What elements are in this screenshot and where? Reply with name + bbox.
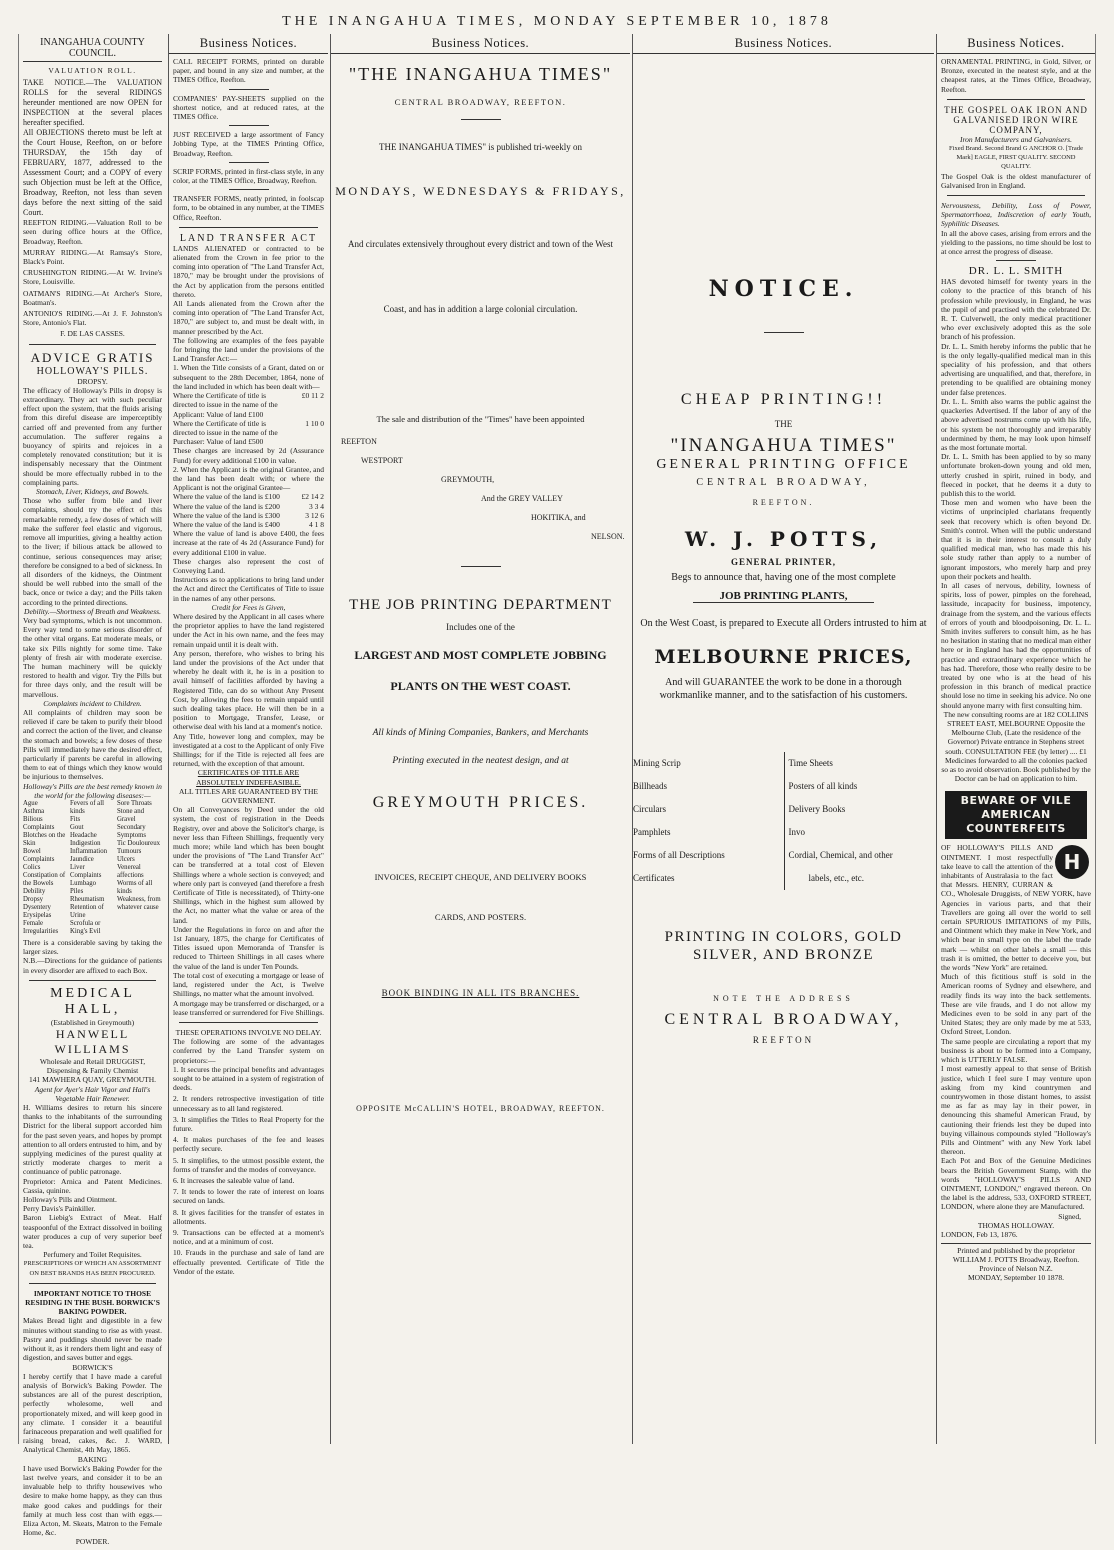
disease-item: Erysipelas <box>23 911 52 919</box>
riding-item: ANTONIO'S RIDING.—At J. F. Johnston's Store, Antonio's Flat. <box>23 309 162 328</box>
divider <box>29 1283 156 1284</box>
riding-list <box>23 218 162 327</box>
holloway-text-5: Each Pot and Box of the Genuine Medicines bears the British Government Stamp, with the words "HOLLOWAY'S PILLS AND OINTMENT, LONDON," engraved thereon. On the label is the address, 533, OXFORD STREET, LONDON, where alone they are Manufactured. <box>941 1156 1091 1212</box>
plants-line: PLANTS ON THE WEST COAST. <box>390 679 571 693</box>
disease-item: Venereal affections <box>117 863 144 879</box>
ad-jobbing-type: JUST RECEIVED a large assortment of Fancy Jobbing Type, at the TIMES Printing Office, Broadway, Reefton. <box>173 130 324 158</box>
fees-table-2 <box>173 492 324 529</box>
riding-item: MURRAY RIDING.—At Ramsay's Store, Black's Point. <box>23 247 162 267</box>
fees-amount: 3 3 4 <box>309 501 324 511</box>
advantage-item: 4. It makes purchases of the fee and leases perfectly secure. <box>173 1135 324 1154</box>
disease-item: Tumours <box>117 847 142 855</box>
divider <box>229 125 269 126</box>
dr-text-1: HAS devoted himself for twenty years in the colony to the practice of this branch of his profession while previously, in England, he was the pupil of and practised with the celebrated Dr. R. T. Culverwell, the only medical practitioner who ever exclusively adopted this as the sole branch of his profession. <box>941 277 1091 342</box>
disease-item: Scrofula or King's Evil <box>70 919 101 935</box>
divider <box>229 189 269 190</box>
hanwell-williams: HANWELL WILLIAMS <box>54 1027 131 1056</box>
dr-text-2: Dr. L. L. Smith hereby informs the public that he is the only legally-qualified medical man in this speciality of his profession, and that others advertising are unqualified, and that, therefore, in pretending to be qualified are obtaining money under false pretences. <box>941 341 1091 397</box>
debility-heading: Debility.—Shortness of Breath and Weakness. <box>24 606 161 616</box>
disease-item: Liver Complaints <box>70 863 102 879</box>
dr-smith-heading: DR. L. L. SMITH <box>968 265 1064 278</box>
conveyances-text: On all Conveyances by Deed under the old system, the cost of registration in the Deeds Registry, over and above the Solicitor's charge, is never less than Fifteen Shillings, frequently very much more; while land which has been bought under the provisions of "The Land Transfer Act" can be transferred at a total cost of Eleven Shillings where a whole section is conveyed; and where only part is conveyed (and therefore a fresh Certificate of Title is necessitated), of Thirty-one Shillings, which in the highest sum allowed by the Act, no matter what the value or area of the land. <box>173 805 324 925</box>
borwick-certify: I hereby certify that I have made a careful analysis of Borwick's Baking Powder. The substances are all of the purest description, perfectly wholesome, well and proportionately mixed, and will keep good in any climate. I consider it a beautiful farinaceous preparation and well qualified for raising bread, cakes, &c. J. WARD, Analytical Chemist, 4th May, 1865. <box>23 1371 162 1455</box>
dr-text-5: Those men and women who have been the victims of unprincipled charlatans frequently seek that recovery which is often beyond Dr. Smith's control. When will the public understand that it is in their interest to consult a duly qualified medical man, who has made this his sole study rather than apply to a number of ignorant impostors, who merely harp and prey upon their pockets and health. <box>941 498 1091 581</box>
signed-date: LONDON, Feb 13, 1876. <box>941 1229 1018 1239</box>
imprint-line: Printed and published by the proprietor <box>957 1246 1075 1256</box>
divider <box>229 162 269 163</box>
wholesale-line: Wholesale and Retail DRUGGIST, Dispensing & Family Chemist <box>39 1057 146 1076</box>
valuation-notice: TAKE NOTICE.—The VALUATION ROLLS for the several RIDINGS hereunder mentioned are now OPEN for INSPECTION at the several places hereafter specified. <box>23 78 162 128</box>
credit-text: Where desired by the Applicant in all cases where the proprietor applies to have the land registered under the Act in his own name, and the fees may remain unpaid until it is dealt with. <box>173 611 324 649</box>
divider <box>179 1022 318 1023</box>
disease-item: Indigestion <box>70 839 101 847</box>
dr-text-6: In all cases of nervous, debility, lowness of spirits, loss of power, pimples on the forehead, lassitude, incapacity for business, impotency, drainage from the system, and the various effects of errors of youth and bloodpoisoning, Dr. L. L. Smith invites sufferers to consult him, as he has no hesitation in stating that no medical man either here or in England has had the opportunities of practice and extraordinary experience which he has had. Therefore, those who really desire to be treated by one who is at the head of his profession in this branch of medical practice should lose no time in seeking his advice. No one should anyone marry with first consulting him. <box>941 580 1091 710</box>
holloway-heading: HOLLOWAY'S PILLS. <box>36 365 149 377</box>
children-heading: Complaints incident to Children. <box>43 698 142 708</box>
service-item: Forms of all Descriptions <box>633 850 725 860</box>
advantage-item: 6. It increases the saleable value of land. <box>173 1175 295 1185</box>
fees-amount: £2 14 2 <box>301 492 324 502</box>
disease-item: Fevers of all kinds <box>70 799 104 815</box>
column-1 <box>18 34 166 1547</box>
imprint-line: Province of Nelson N.Z. <box>979 1264 1053 1274</box>
fees-amount: £0 11 2 <box>301 391 324 401</box>
advantage-item: 8. It gives facilities for the transfer of estates in allotments. <box>173 1207 324 1226</box>
column-heading: Business Notices. <box>169 34 328 54</box>
holloway-warning <box>941 843 1091 972</box>
perfumery-line: Perfumery and Toilet Requisites. <box>43 1250 142 1260</box>
saving-note: There is a considerable saving by taking the larger sizes. <box>23 937 162 957</box>
holloway-text-2: Much of this fictitious stuff is sold in the American rooms of Sydney and elsewhere, and readily finds its way into the back settlements. These are vile frauds, and I do not allow my Medicines even to be sold in any part of the United States; they are only made by me at 533, Oxford Street, London. <box>941 972 1091 1037</box>
baking-heading: BAKING <box>77 1454 108 1464</box>
general-printer: GENERAL PRINTER, <box>730 557 836 567</box>
debility-text: Very bad symptoms, which is not uncommon. Every way tend to some serious disorder of the other vital organs. Eat moderate meals, or take six Pills nightly for some time. Take plenty of fresh air with moderate exercise. The human machinery will be quickly restored to health and vigor. Try the Pills but for three days only, and the result will be marvellous. <box>23 615 162 699</box>
disease-item: Constipation of the Bowels <box>23 871 66 887</box>
ad-pay-sheets: COMPANIES' PAY-SHEETS supplied on the shortest notice, and at reduced rates, at the TIMES Office. <box>173 93 324 122</box>
proprietor-line: Proprietor: Arnica and Patent Medicines. Cassia, quinine. <box>23 1176 162 1195</box>
disease-item: Piles <box>70 887 84 895</box>
service-item: Billheads <box>633 781 667 791</box>
town-item: WESTPORT <box>361 456 403 465</box>
certificates-heading: CERTIFICATES OF TITLE ARE ABSOLUTELY INDEFEASIBLE. <box>196 768 301 787</box>
important-notice: IMPORTANT NOTICE TO THOSE RESIDING IN THE BUSH. BORWICK'S BAKING POWDER. <box>25 1288 160 1317</box>
service-item: Certificates <box>633 873 675 883</box>
beware-banner: BEWARE OF VILE AMERICAN COUNTERFEITS <box>945 791 1087 839</box>
potts-name: W. J. POTTS, <box>684 527 883 551</box>
medical-hall-heading: MEDICAL HALL, <box>50 985 135 1017</box>
advantage-item: 1. It secures the principal benefits and advantages sought to be attained in a system of registration of deeds. <box>173 1064 324 1093</box>
disease-item: Tic Douloureux <box>117 839 160 847</box>
disease-item: Worms of all kinds <box>117 879 153 895</box>
service-item: Delivery Books <box>788 804 846 814</box>
holloway-text: OF HOLLOWAY'S PILLS AND OINTMENT. I most respectfully take leave to call the attention of the inhabitants of Australasia to the fact that Messrs. HENRY, CURRAN & CO., Wholesale Druggists, of NEW YORK, have Agencies in various parts, and that their Travellers are going all over the world to sell certain SPURIOUS IMITATIONS of my Pills, and Ointment which they make in New York, and which bear in small type on the label the trade mark — whilst on other labels a small — this trash it is omitted, the better to deceive you, but the words "New York" are retained. <box>941 843 1091 973</box>
masthead: THE INANGAHUA TIMES, MONDAY SEPTEMBER 10, 1878 <box>282 14 832 29</box>
central-broadway-large: CENTRAL BROADWAY, <box>664 1011 903 1028</box>
fees-amount: 1 10 0 <box>305 418 324 428</box>
fees-row <box>173 502 324 511</box>
services-right <box>784 752 935 890</box>
disease-item: Inflammation <box>70 847 107 855</box>
riding-item: REEFTON RIDING.—Valuation Roll to be seen during office hours at the Office, Broadway, Reefton. <box>23 218 162 246</box>
imprint-line: MONDAY, September 10 1878. <box>967 1273 1065 1283</box>
disease-item: Asthma <box>23 807 45 815</box>
book-binding-line: BOOK BINDING IN ALL ITS BRANCHES. <box>381 988 580 998</box>
council-heading: INANGAHUA COUNTY COUNCIL. <box>23 37 162 62</box>
cheap-printing: CHEAP PRINTING!! <box>680 391 887 408</box>
riding-item: CRUSHINGTON RIDING.—At W. Irvine's Store, Louisville. <box>23 268 162 287</box>
column-heading: Business Notices. <box>633 34 934 54</box>
disease-item: Headache <box>70 831 97 839</box>
ad-call-receipt: CALL RECEIPT FORMS, printed on durable paper, and bound in any size and number, at the TIMES Office, Reefton. <box>173 57 324 85</box>
nervous-heading: Nervousness, Debility, Loss of Power, Spermatorrhoea, Indiscretion of early Youth, Syphilitic Diseases. <box>941 201 1091 229</box>
regulations-text: Under the Regulations in force on and after the 1st January, 1875, the charge for Certificates of Titles issued upon Memoranda of Transfer is reduced to Thirteen Shillings in all cases where the value of the land is under Ten Pounds. <box>173 924 324 971</box>
agent-line: Agent for Ayer's Hair Vigor and Hall's Vegetable Hair Renewer. <box>34 1084 151 1103</box>
advice-heading: ADVICE GRATIS <box>30 349 155 365</box>
prescriptions-line: PRESCRIPTIONS OF WHICH AN ASSORTMENT ON BEST BRANDS HAS BEEN PROCURED. <box>23 1260 162 1277</box>
fees-label: Where the Certificate of title is directed to issue in the name of the Purchaser: Value of land £500 <box>173 418 278 447</box>
disease-item: Bowel Complaints <box>23 847 55 863</box>
nervous-text: In all the above cases, arising from errors and the yielding to the passions, no time should be lost to at once arrest the progress of disease. <box>941 228 1091 257</box>
town-item: GREYMOUTH, <box>441 475 495 484</box>
dropsy-text: The efficacy of Holloway's Pills in dropsy is extraordinary. They act with such peculiar effect upon the system, that the fluids arising from this direful disease are imperceptibly carried off and prevented from any further accumulation. The sufferer regains a buoyancy of spirits and rejoices in a completely renovated constitution; but it is indispensably necessary that the Ointment should be more effectually rubbed in to the complaining parts. <box>23 385 162 487</box>
advantages-list <box>173 1065 324 1276</box>
holloway-text-4: I most earnestly appeal to that sense of British justice, which I feel sure I may venture upon asking from my kind countrymen and countrywomen in those distant homes, to assist me as far as may lay in their power, in denouncing this shameful American Fraud, by cautioning their friends lest they be duped into buying villainous compounds styled "Holloway's Pills and Ointment" with any New York label thereon. <box>941 1064 1091 1157</box>
valuation-roll-title: VALUATION ROLL. <box>48 66 137 75</box>
objections-text: All OBJECTIONS thereto must be left at the Court House, Reefton, on or before THURSDAY, the 15th day of FEBRUARY, 1877, addressed to the Assessment Court; and a COPY of every such Objection must be left at the Office, Broadway, Reefton, not less than seven days before the next sitting of the said Court. <box>23 128 162 218</box>
disease-item: Ague <box>23 799 38 807</box>
baking-text: I have used Borwick's Baking Powder for the last twelve years, and consider it to be an invaluable help to thrifty housewives who desire to make home happy, as they can thus make good cakes and puddings for their family at much less cost than with eggs.— Eliza Acton, M. Skeats, Matron to the Female Home, &c. <box>23 1463 162 1538</box>
mawhera-line: 141 MAWHERA QUAY, GREYMOUTH. <box>28 1075 157 1085</box>
general-printing-office: GENERAL PRINTING OFFICE <box>656 457 911 472</box>
established-note: (Established in Greymouth) <box>50 1017 135 1027</box>
advantage-item: 9. Transactions can be effected at a moment's notice, and at a minimum of cost. <box>173 1227 324 1247</box>
the-line: THE <box>774 419 793 429</box>
consult-text: The new consulting rooms are at 182 COLLINS STREET EAST, MELBOURNE Opposite the Melbourne Club, (Late the residence of the Governor) Private entrance in Stephens street south. CONSULTATION FEE (by letter) .... £1 Medicines forwarded to all the colonies packed so as to avoid observation. Book published by the Doctor can be had on application to him. <box>941 709 1091 784</box>
disease-item: Jaundice <box>70 855 94 863</box>
any-title-text: Any Title, however long and complex, may be investigated at a cost to the Applicant of only Five Shillings; for if the Title is rejected all fees are returned, with the exception of that amount. <box>173 731 325 769</box>
imprint-footer <box>941 1243 1091 1282</box>
divider <box>996 260 1036 261</box>
job-printing-plants: JOB PRINTING PLANTS, <box>693 590 874 603</box>
fees-row <box>173 492 324 501</box>
notice-heading: NOTICE. <box>708 276 859 302</box>
includes-line: Includes one of the <box>446 622 515 632</box>
fees-label: Where the value of the land is £300 <box>173 510 280 520</box>
west-coast-line: On the West Coast, is prepared to Execute all Orders intrusted to him at <box>640 618 927 629</box>
advantage-item: 7. It tends to lower the rate of interest on loans secured on lands. <box>173 1187 324 1206</box>
dr-text-4: Dr. L. L. Smith has been applied to by so many unfortunate broken-down young and old men, utterly crushed in spirit, ruined in body, and fleeced in pocket, that he deems it a duty to publish this to the world. <box>941 452 1091 498</box>
holloway-text-3: The same people are circulating a report that my business is about to be formed into a Company, which is UTTERLY FALSE. <box>941 1036 1091 1065</box>
gospel-brands: Fixed Brand. Second Brand G ANCHOR O. [Trade Mark] EAGLE, FIRST QUALITY. SECOND QUALITY. <box>949 145 1083 171</box>
mortgage-text: The total cost of executing a mortgage or lease of land, registered under the Act, is Twelve Shillings, no matter what the amount involved. <box>173 970 324 999</box>
column-heading: Business Notices. <box>331 34 630 54</box>
nb-note: N.B.—Directions for the guidance of patients in every disorder are affixed to each Box. <box>23 956 162 975</box>
disease-item: Dropsy <box>23 895 44 903</box>
advantages-intro: The following are some of the advantages conferred by the Land Transfer system on proprietors:— <box>173 1037 324 1065</box>
ornamental-printing: ORNAMENTAL PRINTING, in Gold, Silver, or Bronze, executed in the neatest style, and at the cheapest rates, at the Times Office, Broadway, Reefton. <box>941 57 1091 94</box>
disease-item: Retention of Urine <box>70 903 104 919</box>
any-person-text: Any person, therefore, who wishes to bring his land under the provisions of the Act under that whereby he dealt with it, he is in a position to avail himself of facilities afforded by having a Registered Title, can do so without Any Present Cost, by allowing the fees to remain unpaid until such dealing takes place. He will then be in a position to Mortgage, Transfer, Lease, or otherwise deal with his land at a moment's notice. <box>173 648 324 732</box>
land-para-1: LANDS ALIENATED or contracted to be alienated from the Crown in fee prior to the coming into operation of "The Land Transfer Act, 1870," may be brought under the provisions of the Act by application from the persons entitled thereto. <box>173 243 324 299</box>
column-5 <box>936 34 1096 1444</box>
town-item: NELSON. <box>591 532 625 541</box>
times-title: "THE INANGAHUA TIMES" <box>348 64 613 84</box>
signed-line: Signed, <box>1058 1211 1081 1221</box>
largest-line: LARGEST AND MOST COMPLETE JOBBING <box>354 648 607 662</box>
published-line: THE INANGAHUA TIMES" is published tri-weekly on <box>379 142 582 152</box>
divider <box>179 227 318 228</box>
column-2 <box>168 34 328 1444</box>
column-heading: Business Notices. <box>937 34 1095 54</box>
divider <box>947 99 1085 100</box>
fees-case-1: 1. When the Title consists of a Grant, dated on or subsequent to the 28th December, 1864, none of the land included in which has been dealt with— <box>173 363 324 391</box>
disease-item: Blotches on the Skin <box>23 831 66 847</box>
disease-item: Dysentery <box>23 903 51 911</box>
times-address: CENTRAL BROADWAY, REEFTON. <box>394 97 567 107</box>
baron-line: Baron Liebig's Extract of Meat. Half teaspoonful of the Extract dissolved in boiling water produces a cup of very superior beef tea. <box>23 1213 162 1251</box>
disease-item: Stone and Gravel <box>117 807 144 823</box>
advantage-item: 10. Frauds in the purchase and sale of land are effectually prevented. Certificate of Title the Vendor of the estate. <box>173 1248 324 1276</box>
children-text: All complaints of children may soon be relieved if care be taken to purify their blood and correct the action of the liver, and cleanse the stomach and bowels; a few doses of these Pills will immediately have the desired effect, particularly if parents be careful in allowing them to eat of things which they know would be injurious to themselves. <box>23 707 162 782</box>
gospel-text: The Gospel Oak is the oldest manufacturer of Galvanised Iron in England. <box>941 171 1091 190</box>
all-kinds-line: All kinds of Mining Companies, Bankers, and Merchants <box>372 728 589 738</box>
address-footer: OPPOSITE McCALLIN'S HOTEL, BROADWAY, REEFTON. <box>356 1104 605 1113</box>
service-item: Circulars <box>633 804 666 814</box>
gospel-oak-heading: THE GOSPEL OAK IRON AND GALVANISED IRON WIRE COMPANY, <box>944 104 1088 135</box>
job-printing-heading: THE JOB PRINTING DEPARTMENT <box>349 597 612 613</box>
publication-days: MONDAYS, WEDNESDAYS & FRIDAYS, <box>335 184 626 198</box>
fees-intro: The following are examples of the fees payable for bringing the land under the provisions of the Land Transfer Act:— <box>173 335 324 364</box>
service-item: Invo <box>788 827 805 837</box>
town-item: HOKITIKA, and <box>531 513 586 522</box>
fees-table-1 <box>173 391 324 446</box>
gospel-sub: Iron Manufacturers and Galvanisers. <box>960 134 1072 144</box>
thanks-text: H. Williams desires to return his sincere thanks to the inhabitants of the surrounding District for the liberal support accorded him for the past seven years, and hopes by prompt attention to all orders entrusted to him, and by supplying medicines of the purest quality at strictly moderate charges to merit a continuance of public patronage. <box>23 1103 162 1177</box>
advantage-item: 3. It simplifies the Titles to Real Property for the future. <box>173 1114 324 1133</box>
times-name: "INANGAHUA TIMES" <box>670 435 897 456</box>
divider <box>764 332 804 333</box>
holloway-line: Holloway's Pills and Ointment. <box>23 1195 117 1205</box>
fees-row <box>173 419 324 447</box>
disease-item: Bilious Complaints <box>23 815 55 831</box>
perry-line: Perry Davis's Painkiller. <box>23 1204 96 1214</box>
printing-in-colors: PRINTING IN COLORS, GOLD SILVER, AND BRONZE <box>664 929 903 963</box>
guaranteed-heading: ALL TITLES ARE GUARANTEED BY THE GOVERNMENT. <box>179 786 318 806</box>
fees-row <box>173 520 324 529</box>
town-item: And the GREY VALLEY <box>481 494 563 503</box>
column-3 <box>330 34 630 1444</box>
fees-label: Where the value of the land is £200 <box>173 501 280 511</box>
reefton-footer: REEFTON <box>752 1035 815 1045</box>
disease-item: Female Irregularities <box>23 919 59 935</box>
begs-line: Begs to announce that, having one of the most complete <box>671 572 896 583</box>
divider <box>947 195 1085 196</box>
fees-amount: 3 12 6 <box>305 510 324 520</box>
borwick-text: Makes Bread light and digestible in a few minutes without standing to rise as with yeast. Pastry and puddings should never be made without it, as it renders them light and easy of digestion, and saves butter and eggs. <box>23 1316 162 1363</box>
divider <box>29 980 156 981</box>
trademark-seal-icon: H <box>1055 845 1089 879</box>
guarantee-text: And will GUARANTEE the work to be done in a thorough workmanlike manner, and to the satisfaction of his customers. <box>659 677 908 701</box>
melbourne-prices: MELBOURNE PRICES, <box>654 646 913 668</box>
disease-item: Fits <box>70 815 81 823</box>
town-item: REEFTON <box>341 437 377 446</box>
fees-case-2: 2. When the Applicant is the original Grantee, and the land has been dealt with; or where the Applicant is not the original Grantee— <box>173 464 324 493</box>
riding-item: OATMAN'S RIDING.—At Archer's Store, Boatman's. <box>23 288 162 307</box>
credit-heading: Credit for Fees is Given, <box>211 602 286 612</box>
coast-line: Coast, and has in addition a large colonial circulation. <box>383 304 578 314</box>
disease-item: Sore Throats <box>117 799 152 807</box>
service-item: Cordial, Chemical, and other <box>788 850 893 860</box>
disease-item: Secondary Symptoms <box>117 823 147 839</box>
fees-case-3: Where the value of land is above £400, the fees increase at the rate of 4s 2d (Assurance Fund) for every additional £100 in value. <box>173 529 324 557</box>
service-item: Posters of all kinds <box>788 781 858 791</box>
dr-text-3: Dr. L. L. Smith also warns the public against the quackeries Advertised. If the labor of any of the above advertised nostrums come up with his life, or his system be not thoroughly and irreparably undermined by them, he may look upon himself as the most fortunate mortal. <box>941 396 1091 452</box>
ad-scrip-forms: SCRIP FORMS, printed in first-class style, in any color, at the TIMES Office, Broadway, Reefton. <box>173 166 324 186</box>
ad-transfer-forms: TRANSFER FORMS, neatly printed, in foolscap form, to be obtained in any number, at the TIMES Office, Reefton. <box>173 194 324 222</box>
sale-line: The sale and distribution of the "Times" have been appointed <box>376 414 585 424</box>
imprint-line: WILLIAM J. POTTS Broadway, Reefton. <box>952 1255 1080 1265</box>
fees-assurance: These charges are increased by 2d (Assurance Fund) for every additional £100 in value. <box>173 446 324 465</box>
invoices-line: INVOICES, RECEIPT CHEQUE, AND DELIVERY BOOKS <box>374 872 587 882</box>
disease-item: Gout <box>70 823 84 831</box>
central-broadway: CENTRAL BROADWAY, <box>696 477 871 488</box>
disease-item: Ulcers <box>117 855 135 863</box>
fees-row <box>173 511 324 520</box>
fees-amount: 4 1 8 <box>309 519 324 529</box>
services-grid <box>633 752 934 890</box>
column-4 <box>632 34 934 1444</box>
powder-heading: POWDER. <box>75 1537 110 1547</box>
services-left <box>633 752 784 890</box>
disease-item: Rheumatism <box>70 895 105 903</box>
greymouth-prices: GREYMOUTH PRICES. <box>372 794 589 811</box>
divider <box>461 119 501 120</box>
borwicks-heading: BORWICK'S <box>72 1362 113 1372</box>
disease-item: Debility <box>23 887 46 895</box>
council-signature: F. DE LAS CASSES. <box>60 329 125 339</box>
circulation-line: And circulates extensively throughout every district and town of the West <box>347 239 614 249</box>
towns-list <box>331 432 630 546</box>
kidney-heading: Stomach, Liver, Kidneys, and Bowels. <box>36 487 149 497</box>
fees-row <box>173 391 324 419</box>
instructions-text: Instructions as to applications to bring land under the Act and direct the Certificates of Title to issue in the names of any other persons. <box>173 575 324 603</box>
divider <box>29 344 156 345</box>
kidney-text: Those who suffer from bile and liver complaints, should try the effect of this remarkable remedy, a few doses of which will make the sufferer feel elastic and vigorous, remove all impurities, giving a healthy action to the liver; if bilious attack be allowed to continue, serious consequences may arise; therefore be consigned to a bed of sickness. In all disorders of the kidneys, the Ointment should be well rubbed into the small of the back, once or twice a day; and the Pills taken according to the printed directions. <box>23 496 162 607</box>
fees-label: Where the value of the land is £100 <box>173 492 280 502</box>
fees-label: Where the value of the land is £400 <box>173 519 280 529</box>
fees-label: Where the Certificate of title is directed to issue in the name of the Applicant: Value of land £100 <box>173 391 278 419</box>
divider <box>229 89 269 90</box>
cards-line: CARDS, AND POSTERS. <box>434 912 527 922</box>
mortgage-text-2: A mortgage may be transferred or discharged, or a lease transferred or surrendered for Five Shillings. <box>173 998 324 1017</box>
note-address: NOTE THE ADDRESS <box>713 994 854 1003</box>
service-item: labels, etc., etc. <box>808 873 864 883</box>
advantage-item: 5. It simplifies, to the utmost possible extent, the forms of transfer and the modes of conveyance. <box>173 1155 324 1174</box>
disease-item: Weakness, from whatever cause <box>117 895 161 911</box>
disease-item: Colics <box>23 863 41 871</box>
service-item: Pamphlets <box>633 827 671 837</box>
land-para-2: All Lands alienated from the Crown after the coming into operation of "The Land Transfer Act, 1870," are subject to, and must be dealt with, in manner prescribed by the Act. <box>173 299 324 336</box>
operations-heading: THESE OPERATIONS INVOLVE NO DELAY. <box>175 1027 322 1037</box>
disease-list <box>23 800 162 936</box>
thomas-holloway: THOMAS HOLLOWAY. <box>977 1220 1055 1230</box>
advantage-item: 2. It renders retrospective investigation of title unnecessary as to all land registered. <box>173 1094 324 1113</box>
remedy-title: Holloway's Pills are the best remedy known in the world for the following diseases:— <box>23 781 162 800</box>
printing-executed-line: Printing executed in the neatest design, and at <box>392 756 569 766</box>
land-transfer-heading: LAND TRANSFER ACT <box>179 232 318 244</box>
fees-case-4: These charges also represent the cost of Conveying Land. <box>173 556 324 575</box>
service-item: Time Sheets <box>788 758 833 768</box>
service-item: Mining Scrip <box>633 758 681 768</box>
divider <box>461 566 501 567</box>
dropsy-heading: DROPSY. <box>77 376 108 386</box>
reefton-line: REEFTON. <box>752 498 815 507</box>
disease-item: Lumbago <box>70 879 97 887</box>
